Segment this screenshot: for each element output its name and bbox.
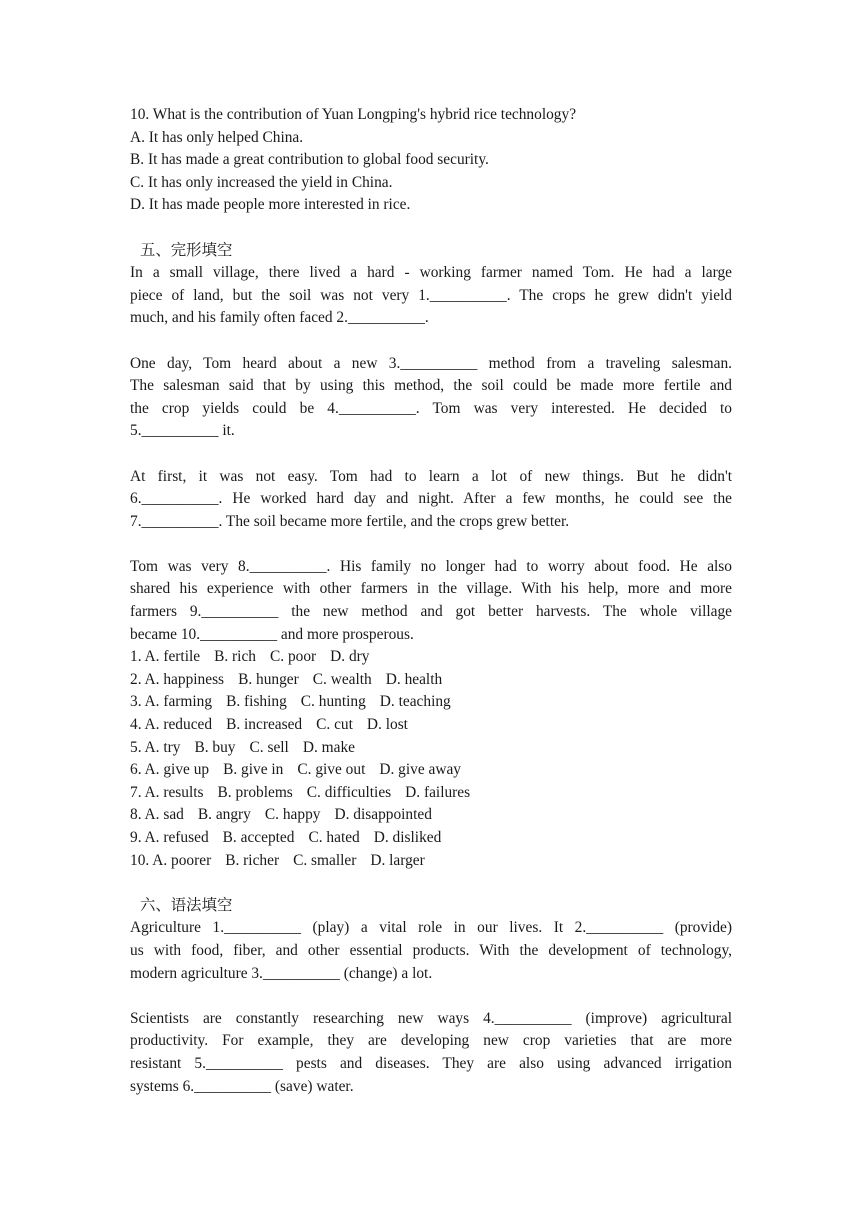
text-line: At first, it was not easy. Tom had to learn a lot of new things. But he didn't [130, 467, 732, 485]
option-text: C. smaller [293, 851, 357, 869]
option-text: D. give away [379, 761, 461, 779]
option-text: 8. A. sad [130, 806, 184, 824]
option-text: B. accepted [222, 829, 295, 846]
answer-row [130, 737, 732, 760]
answer-row [130, 827, 732, 850]
text-line: us with food, fiber, and other essential products. With the development of technology, [130, 941, 732, 959]
text-line: The salesman said that by using this method, the soil could be made more fertile and [130, 377, 732, 395]
option-text: B. angry [197, 806, 251, 824]
answer-row [130, 759, 732, 782]
option-text: 10. A. poorer [130, 851, 212, 869]
text-line: shared his experience with other farmers in the village. With his help, more and more [130, 580, 732, 598]
text-line: 5.__________ it. [130, 422, 235, 440]
text-line: the crop yields could be 4.__________. Tom was very interested. He decided to [130, 399, 732, 417]
option-text: D. dry [330, 648, 370, 666]
question-option: B. It has made a great contribution to global food security. [130, 151, 489, 169]
option-text: D. disappointed [334, 806, 432, 824]
answer-row [130, 714, 732, 737]
option-text: B. problems [217, 783, 293, 801]
option-text: D. make [302, 738, 355, 756]
option-text: D. failures [405, 783, 471, 801]
text-line: In a small village, there lived a hard - working farmer named Tom. He had a large [130, 264, 732, 282]
question-option: D. It has made people more interested in rice. [130, 196, 411, 214]
text-line: One day, Tom heard about a new 3.__________ method from a traveling salesman. [130, 354, 732, 372]
text-line: Tom was very 8.__________. His family no longer had to worry about food. He also [130, 557, 732, 575]
option-text: C. poor [269, 648, 317, 666]
text-line: Scientists are constantly researching new ways 4.__________ (improve) agricultural [130, 1009, 732, 1027]
text-line: modern agriculture 3.__________ (change) a lot. [130, 964, 433, 982]
text-line: resistant 5.__________ pests and diseases. They are also using advanced irrigation [130, 1054, 732, 1072]
option-text: B. buy [194, 738, 236, 756]
option-text: B. richer [225, 851, 280, 869]
option-text: B. give in [223, 761, 284, 779]
answer-row [130, 782, 732, 805]
answer-row [130, 646, 732, 669]
grammar-paragraph [130, 1008, 732, 1098]
text-line: productivity. For example, they are developing new crop varieties that are more [130, 1032, 732, 1050]
text-line: piece of land, but the soil was not very 1.__________. The crops he grew didn't yield [130, 286, 732, 304]
question-option: A. It has only helped China. [130, 128, 304, 146]
option-text: B. increased [226, 716, 303, 734]
option-text: B. hunger [238, 670, 299, 688]
option-text: B. fishing [226, 693, 287, 711]
option-text: C. difficulties [306, 783, 392, 801]
text-line: 7.__________. The soil became more fertile, and the crops grew better. [130, 512, 570, 530]
text-line: much, and his family often faced 2.__________. [130, 309, 429, 327]
option-text: 3. A. farming [130, 693, 213, 711]
option-text: C. give out [297, 761, 366, 779]
option-text: D. teaching [379, 693, 451, 711]
grammar-section [130, 895, 732, 1098]
section-heading: 五、完形填空 [140, 241, 233, 259]
text-line: systems 6.__________ (save) water. [130, 1077, 354, 1095]
option-text: 1. A. fertile [130, 648, 201, 666]
option-text: 7. A. results [130, 783, 204, 801]
option-text: B. rich [214, 648, 256, 666]
text-line: 6.__________. He worked hard day and night. After a few months, he could see the [130, 490, 732, 508]
option-text: 6. A. give up [130, 761, 210, 779]
option-text: 4. A. reduced [130, 716, 213, 734]
question-option: C. It has only increased the yield in China. [130, 173, 393, 191]
cloze-paragraph [130, 556, 732, 646]
cloze-section [130, 240, 732, 873]
text-line: became 10.__________ and more prosperous. [130, 625, 414, 643]
option-text: C. cut [316, 716, 353, 734]
answer-row [130, 850, 732, 873]
option-text: D. health [385, 670, 443, 688]
section-heading: 六、语法填空 [140, 896, 233, 914]
text-line: farmers 9.__________ the new method and got better harvests. The whole village [130, 603, 732, 621]
text-line: Agriculture 1.__________ (play) a vital role in our lives. It 2.__________ (provide) [130, 919, 732, 937]
option-text: D. disliked [373, 829, 442, 846]
question-stem: 10. What is the contribution of Yuan Longping's hybrid rice technology? [130, 106, 577, 123]
answer-row [130, 804, 732, 827]
option-text: C. hated [308, 829, 360, 846]
cloze-paragraph [130, 262, 732, 330]
option-text: 2. A. happiness [130, 670, 225, 688]
option-text: C. sell [249, 738, 289, 756]
answer-row [130, 669, 732, 692]
option-text: D. lost [366, 716, 408, 734]
option-text: C. happy [264, 806, 321, 824]
cloze-answer-options [130, 646, 732, 872]
option-text: D. larger [370, 851, 425, 869]
document-page [130, 104, 732, 1098]
answer-row [130, 691, 732, 714]
cloze-paragraph [130, 466, 732, 534]
cloze-paragraph [130, 353, 732, 443]
option-text: 9. A. refused [130, 829, 209, 846]
grammar-paragraph [130, 917, 732, 985]
option-text: C. hunting [300, 693, 366, 711]
option-text: 5. A. try [130, 738, 181, 756]
question-10 [130, 104, 732, 217]
option-text: C. wealth [312, 670, 372, 688]
